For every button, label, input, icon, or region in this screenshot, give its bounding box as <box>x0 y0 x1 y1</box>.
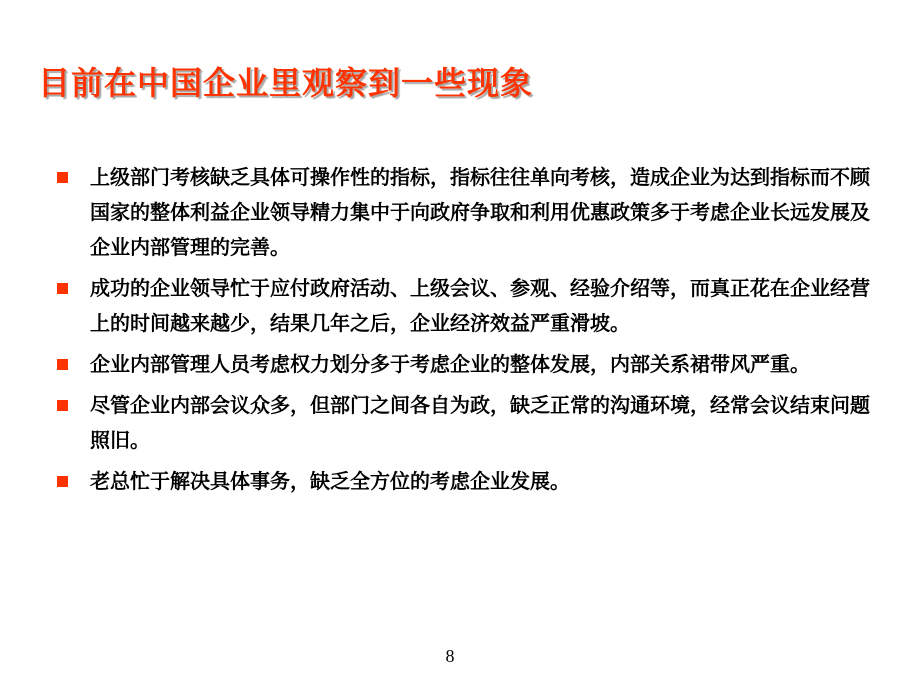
bullet-text-1: 上级部门考核缺乏具体可操作性的指标，指标往往单向考核，造成企业为达到指标而不顾国家的整体利益企业领导精力集中于向政府争取和利用优惠政策多于考虑企业长远发展及企业内部管理的完善。 <box>90 165 870 259</box>
square-bullet-icon <box>57 476 68 487</box>
bullet-text-5: 老总忙于解决具体事务，缺乏全方位的考虑企业发展。 <box>90 469 570 493</box>
square-bullet-icon <box>57 359 68 370</box>
bullet-item-5 <box>52 464 872 499</box>
square-bullet-icon <box>57 283 68 294</box>
slide-title: 目前在中国企业里观察到一些现象 <box>38 64 534 102</box>
page-number: 8 <box>445 646 455 666</box>
bullet-text-3: 企业内部管理人员考虑权力划分多于考虑企业的整体发展，内部关系裙带风严重。 <box>90 352 810 376</box>
square-bullet-icon <box>57 172 68 183</box>
bullet-text-2: 成功的企业领导忙于应付政府活动、上级会议、参观、经验介绍等，而真正花在企业经营上的时间越来越少，结果几年之后，企业经济效益严重滑坡。 <box>90 276 870 335</box>
bullet-text-4: 尽管企业内部会议众多，但部门之间各自为政，缺乏正常的沟通环境，经常会议结束问题照旧。 <box>90 393 870 452</box>
bullet-item-3 <box>52 347 872 382</box>
square-bullet-icon <box>57 400 68 411</box>
bullet-item-1 <box>52 160 872 265</box>
bullet-list <box>52 160 872 505</box>
bullet-item-2 <box>52 271 872 341</box>
bullet-item-4 <box>52 388 872 458</box>
